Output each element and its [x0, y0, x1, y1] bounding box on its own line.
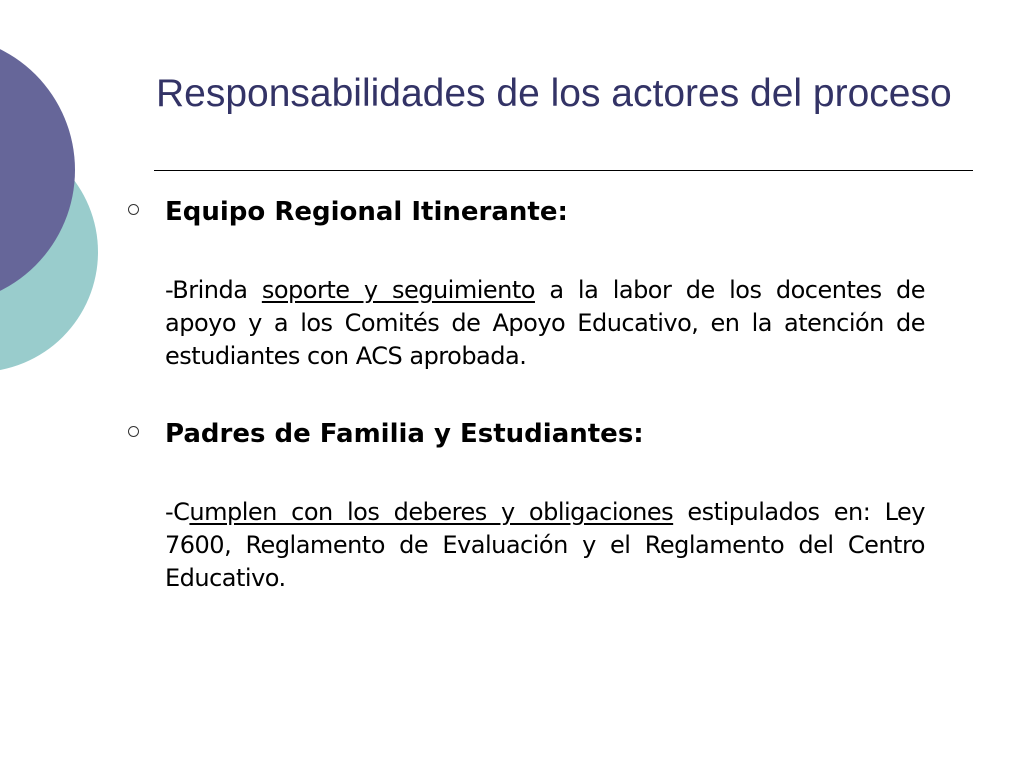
title-divider — [154, 170, 973, 171]
paragraph-underlined: soporte y seguimiento — [261, 276, 535, 304]
paragraph-prefix: -C — [165, 498, 190, 526]
paragraph-prefix: -Brinda — [165, 276, 262, 304]
circle-bullet-icon — [128, 204, 139, 215]
heading-text: Padres de Familia y Estudiantes: — [165, 419, 644, 449]
slide-title: Responsabilidades de los actores del proceso — [156, 72, 952, 115]
section-paragraph-equipo — [165, 274, 925, 373]
paragraph-underlined: umplen con los deberes y obligaciones — [189, 498, 674, 526]
paragraph-suffix: estipulados en: Ley 7600, Reglamento de Evaluación y el Reglamento del Centro Educativo. — [165, 498, 925, 592]
paragraph-suffix: a la labor de los docentes de apoyo y a los Comités de Apoyo Educativo, en la atención de estudiantes con ACS aprobada. — [165, 276, 925, 370]
circle-bullet-icon — [128, 426, 139, 437]
heading-text: Equipo Regional Itinerante: — [165, 197, 568, 227]
section-paragraph-padres — [165, 496, 925, 595]
decorative-circles — [0, 0, 120, 420]
